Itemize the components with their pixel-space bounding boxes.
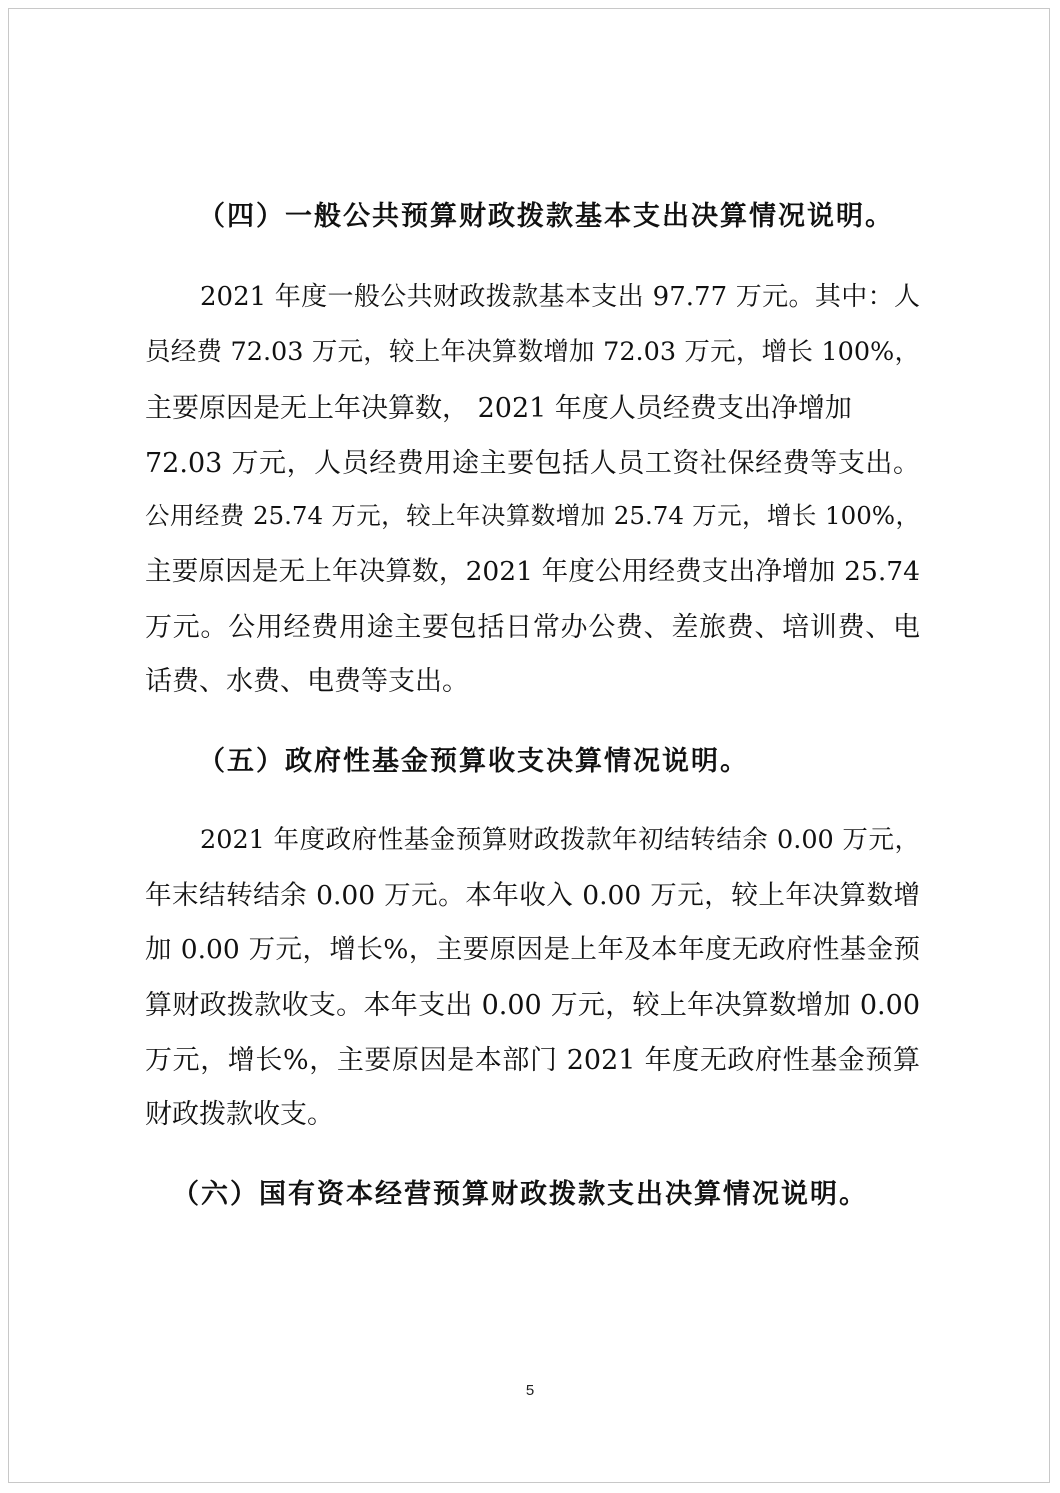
paragraph-line: 万元，增长%，主要原因是本部门 2021 年度无政府性基金预算 — [145, 1045, 920, 1076]
section-heading-5: （五）政府性基金预算收支决算情况说明。 — [198, 746, 749, 777]
paragraph-line: 主要原因是无上年决算数，2021 年度公用经费支出净增加 25.74 — [145, 556, 920, 587]
paragraph-line: 话费、水费、电费等支出。 — [145, 666, 469, 697]
paragraph-line: 2021 年度一般公共财政拨款基本支出 97.77 万元。其中：人 — [200, 282, 920, 312]
section-heading-6: （六）国有资本经营预算财政拨款支出决算情况说明。 — [172, 1179, 868, 1210]
paragraph-line: 算财政拨款收支。本年支出 0.00 万元，较上年决算数增加 0.00 — [145, 990, 920, 1021]
paragraph-line: 公用经费 25.74 万元，较上年决算数增加 25.74 万元，增长 100%， — [145, 501, 920, 530]
paragraph-line: 员经费 72.03 万元，较上年决算数增加 72.03 万元，增长 100%， — [145, 337, 920, 367]
page-number: 5 — [525, 1382, 535, 1399]
section-heading-4: （四）一般公共预算财政拨款基本支出决算情况说明。 — [198, 201, 894, 232]
paragraph-line: 72.03 万元，人员经费用途主要包括人员工资社保经费等支出。 — [145, 448, 920, 479]
paragraph-line: 年末结转结余 0.00 万元。本年收入 0.00 万元，较上年决算数增 — [145, 880, 920, 911]
paragraph-line: 财政拨款收支。 — [145, 1099, 334, 1130]
paragraph-line: 万元。公用经费用途主要包括日常办公费、差旅费、培训费、电 — [145, 612, 920, 643]
paragraph-line: 主要原因是无上年决算数， 2021 年度人员经费支出净增加 — [145, 393, 852, 424]
paragraph-line: 2021 年度政府性基金预算财政拨款年初结转结余 0.00 万元， — [200, 825, 920, 855]
paragraph-line: 加 0.00 万元，增长%，主要原因是上年及本年度无政府性基金预 — [145, 934, 920, 965]
